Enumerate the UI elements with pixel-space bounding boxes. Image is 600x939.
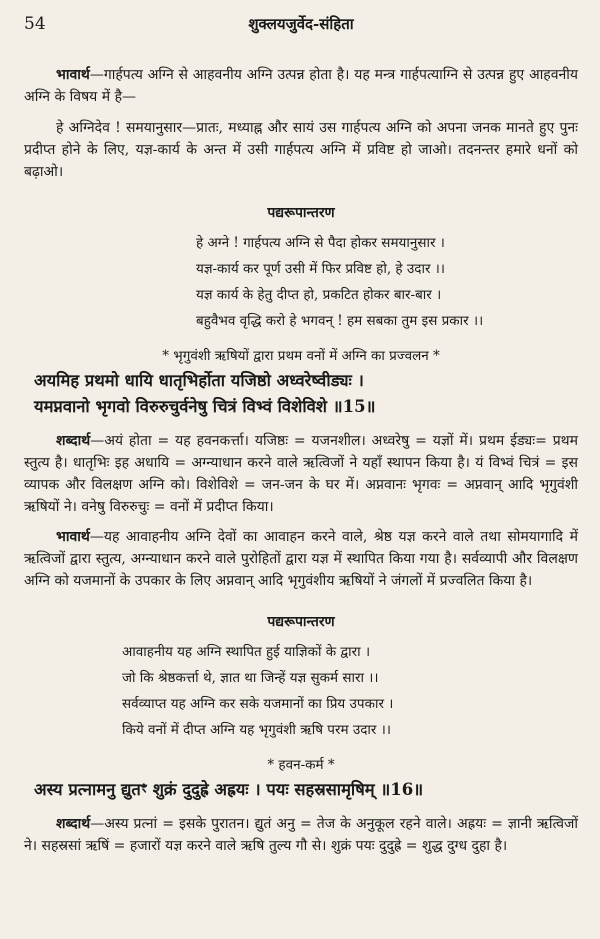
verse-line: किये वनों में दीप्त अग्नि यह भृगुवंशी ऋषि परम उदार ।।	[122, 722, 391, 738]
bhavarth-paragraph-15	[24, 526, 578, 592]
bhavarth-term: भावार्थ	[56, 529, 90, 545]
padya-heading-1: पद्यरूपान्तरण	[267, 205, 335, 221]
verse-line: यज्ञ-कार्य कर पूर्ण उसी में फिर प्रविष्ट हो, हे उदार ।।	[196, 261, 445, 277]
section-caption-1: * भृगुवंशी ऋषियों द्वारा प्रथम वनों में अग्नि का प्रज्वलन *	[162, 348, 440, 364]
bhavarth-text: —गार्हपत्य अग्नि से आहवनीय अग्नि उत्पन्न होता है। यह मन्त्र गार्हपत्याग्नि से उत्पन्न हुए आहवनीय अग्नि के विषय में है—	[24, 67, 578, 105]
section-caption-2: * हवन-कर्म *	[267, 757, 335, 773]
verse-line: हे अग्ने ! गार्हपत्य अग्नि से पैदा होकर समयानुसार ।	[196, 235, 445, 251]
verse-line: यज्ञ कार्य के हेतु दीप्त हो, प्रकटित होकर बार-बार ।	[196, 287, 442, 303]
bhavarth-text: —यह आवाहनीय अग्नि देवों का आवाहन करने वाले, श्रेष्ठ यज्ञ करने वाले तथा सोमयागादि में ऋत्विजों द्वारा स्तुत्य, अग्न्याधान करने वाले पुरोहितों द्वारा यज्ञ में स्थापित किया गया है। सर्वव्यापी और विलक्षण अग्नि को यजमानों के उपकार के लिए अप्नवान् आदि भृगुवंशीय ऋषियों ने जंगलों में प्रज्वलित किया है।	[24, 529, 578, 589]
verse-line: आवाहनीय यह अग्नि स्थापित हुई याज्ञिकों के द्वारा ।	[122, 644, 371, 660]
padya-verse-2	[122, 639, 578, 743]
shabdarth-text: —अस्य प्रत्नां = इसके पुरातन। द्युतं अनु = तेज के अनुकूल रहने वाले। अह्रयः = ज्ञानी ऋत्विजों ने। सहस्रसां ऋषिं = हजारों यज्ञ करने वाले ऋषि तुल्य गौ से। शुक्रं पयः दुदुह्रे = शुद्ध दुग्ध दुहा है।	[24, 816, 578, 854]
bhavarth-paragraph-1	[24, 64, 578, 108]
mantra-15-line-1: अयमिह प्रथमो धायि धातृभिर्होता यजिष्ठो अध्वरेष्वीड्यः ।	[34, 371, 364, 390]
shabdarth-text: —अयं होता = यह हवनकर्त्ता। यजिष्ठः = यजनशील। अध्वरेषु = यज्ञों में। प्रथम ईड्यः= प्रथम स्तुत्य है। धातृभिः इह अधायि = अग्न्याधान करने वाले ऋत्विजों ने यहाँ स्थापन किया है। यं विभ्वं चित्रं = इस व्यापक और विलक्षण अग्नि को। विशेविशे = जन-जन के घर में। अप्नवानः भृगवः = अप्नवान् आदि भृगुवंशी ऋषियों ने। वनेषु विरुरुचुः = वनों में प्रदीप्त किया।	[24, 433, 578, 515]
verse-line: जो कि श्रेष्ठकर्त्ता थे, ज्ञात था जिन्हें यज्ञ सुकर्म सारा ।।	[122, 670, 379, 686]
padya-verse-1	[196, 230, 578, 334]
mantra-15-line-2: यमप्नवानो भृगवो विरुरुचुर्वनेषु चित्रं विभ्वं विशेविशे ॥15॥	[34, 397, 376, 416]
bhavarth-term: भावार्थ	[56, 67, 90, 83]
shabdarth-term: शब्दार्थ	[56, 816, 91, 832]
meaning-paragraph: हे अग्निदेव ! समयानुसार—प्रातः, मध्याह्न और सायं उस गार्हपत्य अग्नि को अपना जनक मानते हुए पुनः प्रदीप्त होने के लिए, यज्ञ-कार्य के अन्त में उसी गार्हपत्य अग्नि में प्रविष्ट हो जाओ। तदनन्तर हमारे धनों को बढ़ाओ।	[24, 120, 578, 180]
shabdarth-term: शब्दार्थ	[56, 433, 91, 449]
padya-heading-2: पद्यरूपान्तरण	[267, 614, 335, 630]
shabdarth-paragraph-16	[24, 813, 578, 857]
verse-line: सर्वव्याप्त यह अग्नि कर सके यजमानों का प्रिय उपकार ।	[122, 696, 394, 712]
page-number: 54	[24, 14, 46, 34]
verse-line: बहुवैभव वृद्धि करो हे भगवन् ! हम सबका तुम इस प्रकार ।।	[196, 313, 484, 329]
shabdarth-paragraph-15	[24, 430, 578, 518]
mantra-16-line-1: अस्य प्रत्नामनु द्युतꣳ शुक्रं दुदुह्रे अह्रयः । पयः सहस्रसामृषिम् ॥16॥	[34, 780, 424, 799]
page-header	[24, 0, 578, 44]
running-title: शुक्लयजुर्वेद-संहिता	[248, 15, 354, 33]
